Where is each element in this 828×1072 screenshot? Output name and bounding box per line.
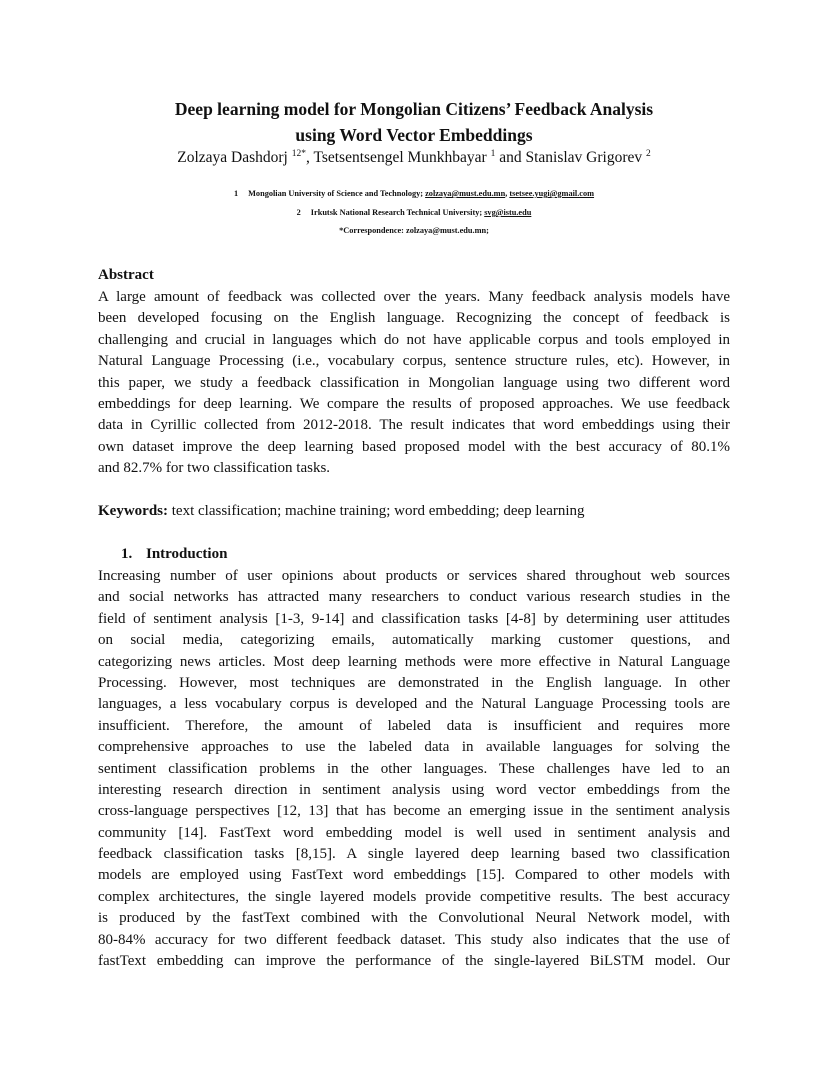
affiliation-1-email-1[interactable]: zolzaya@must.edu.mn [425, 189, 506, 198]
abstract-line: A large amount of feedback was collected over the years. Many feedback analysis models have [98, 289, 730, 305]
affiliation-1-separator: , [505, 189, 508, 198]
author-2-affiliation-mark: 1 [490, 149, 496, 159]
introduction-line: languages, a less vocabulary corpus is developed and the Natural Language Processing tools are [98, 696, 730, 713]
introduction-line: models are employed using FastText word embeddings [15]. Compared to other models with [98, 867, 730, 884]
introduction-section-number: 1. [121, 546, 133, 562]
introduction-line: Increasing number of user opinions about products or services shared throughout web sources [98, 568, 730, 584]
paper-title-line-1: Deep learning model for Mongolian Citizens’ Feedback Analysis [174, 99, 654, 119]
affiliation-2-number: 2 [296, 208, 301, 217]
abstract-body [98, 287, 730, 480]
introduction-line: categorizing news articles. Most deep learning methods were more effective in Natural Language [98, 653, 730, 670]
affiliation-2-institution: Irkutsk National Research Technical University; [310, 208, 483, 217]
introduction-line: 80-84% accuracy for two different feedback dataset. This study also indicates that the use of [98, 931, 730, 948]
introduction-line: sentiment classification problems in the other languages. These challenges have led to an [98, 760, 730, 777]
keywords-text: text classification; machine training; word embedding; deep learning [168, 503, 585, 519]
author-2-name: , Tsetsentsengel Munkhbayar [305, 149, 487, 166]
abstract-line: data in Cyrillic collected from 2012-2018. The result indicates that word embeddings using their [98, 417, 730, 434]
introduction-title: Introduction [146, 546, 228, 562]
affiliation-2-email[interactable]: svg@istu.edu [484, 208, 532, 217]
introduction-body [98, 566, 730, 972]
affiliation-2 [0, 207, 828, 219]
author-1-name: Zolzaya Dashdorj [177, 149, 288, 166]
introduction-line: is produced by the fastText combined with the Convolutional Neural Network model, with [98, 910, 730, 927]
author-3-name: and Stanislav Grigorev [495, 149, 643, 166]
author-list [0, 147, 828, 169]
introduction-heading [121, 544, 227, 565]
affiliation-1 [0, 188, 828, 200]
affiliation-1-email-2[interactable]: tsetsee.yugi@gmail.com [509, 189, 595, 198]
abstract-line: been developed focusing on the English language. Recognizing the concept of feedback is [98, 310, 730, 327]
keywords-label: Keywords: [98, 503, 168, 519]
abstract-line: challenging and crucial in languages which do not have applicable corpus and tools employed in [98, 331, 730, 348]
introduction-line: insufficient. Therefore, the amount of labeled data is insufficient and requires more [98, 717, 730, 734]
abstract-line: and 82.7% for two classification tasks. [98, 460, 331, 477]
affiliation-1-institution: Mongolian University of Science and Technology; [248, 189, 424, 198]
introduction-line: feedback classification tasks [8,15]. A single layered deep learning based two classification [98, 846, 730, 863]
introduction-line: on social media, categorizing emails, automatically marking customer questions, and [98, 632, 730, 649]
introduction-line: fastText embedding can improve the performance of the single-layered BiLSTM model. Our [98, 953, 730, 970]
introduction-line: field of sentiment analysis [1-3, 9-14] and classification tasks [4-8] by determining user attitudes [98, 610, 730, 627]
correspondence-note: *Correspondence: zolzaya@must.edu.mn; [339, 226, 489, 235]
introduction-line: interesting research direction in sentiment analysis using word vector embeddings from the [98, 781, 730, 798]
introduction-line: complex architectures, the single layered models provide competitive results. The best accuracy [98, 888, 730, 905]
abstract-line: own dataset improve the deep learning based proposed model with the best accuracy of 80.1% [98, 438, 730, 455]
author-3-affiliation-mark: 2 [646, 149, 651, 159]
paper-title-line-2: using Word Vector Embeddings [295, 125, 533, 145]
introduction-line: and social networks has attracted many researchers to conduct various research studies in the [98, 589, 730, 606]
abstract-line: Natural Language Processing (i.e., vocabulary corpus, sentence structure rules, etc). However, in [98, 353, 730, 370]
abstract-line: embeddings for deep learning. We compare the results of proposed approaches. We use feedback [98, 395, 730, 412]
keywords [98, 501, 738, 522]
introduction-line: cross-language perspectives [12, 13] that has become an emerging issue in the sentiment analysis [98, 803, 730, 820]
author-1-affiliation-mark: 12* [291, 149, 306, 159]
affiliation-1-number: 1 [233, 189, 239, 198]
introduction-line: comprehensive approaches to use the labeled data in available languages for solving the [98, 739, 730, 756]
abstract-line: this paper, we study a feedback classification in Mongolian language using two different word [98, 374, 730, 391]
introduction-line: Processing. However, most techniques are demonstrated in the English language. In other [98, 674, 730, 691]
abstract-heading: Abstract [98, 267, 154, 283]
introduction-line: community [14]. FastText word embedding model is well used in sentiment analysis and [98, 824, 730, 841]
